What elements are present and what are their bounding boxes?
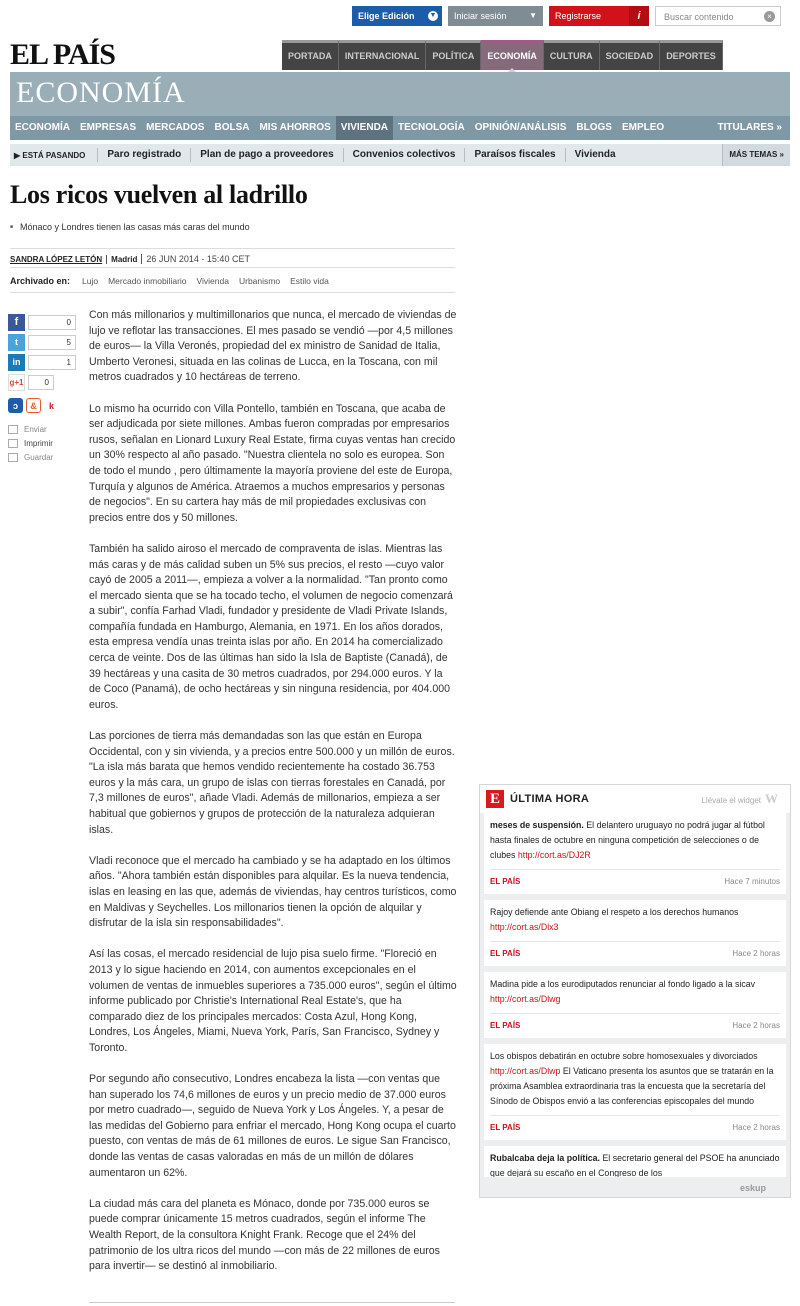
linkedin-count: 1	[28, 355, 76, 370]
card-text: Rajoy defiende ante Obiang el respeto a los derechos humanos	[490, 907, 739, 917]
tag-link[interactable]: Urbanismo	[238, 276, 281, 286]
card-text: El secretario general del PSOE ha anunciado que dejará su escaño en el Congreso de los	[490, 1153, 780, 1177]
paragraph: Por segundo año consecutivo, Londres encabeza la lista —con ventas que han superado los 74,6 millones de euros y un precio medio de 37.000 euros por metro cuadrado—, seguido de Nueva York y Los Ángeles. Y, a pesar de las medidas del Gobierno para enfriar el mercado, Hong Kong ocupa el cuarto puesto, con ventas de más de 61 millones de euros. Le sigue San Francisco, donde las ventas de casas valoradas en más de un millón de dólares aumentaron un 62%.	[89, 1073, 456, 1179]
register-label: Registrarse	[555, 11, 602, 21]
subnav-empleo[interactable]: EMPLEO	[621, 122, 665, 133]
bottom-divider	[89, 1302, 455, 1303]
widget-title: ÚLTIMA HORA	[510, 793, 590, 805]
ultima-hora-widget	[479, 784, 791, 1198]
news-card[interactable]	[484, 972, 786, 1038]
widget-promo-label: Llévate el widget	[701, 796, 761, 805]
chevron-down-icon: ▼	[429, 12, 437, 19]
section-subnav	[10, 116, 790, 140]
googleplus-share[interactable]	[8, 372, 78, 392]
tag-link[interactable]: Mercado inmobiliario	[108, 276, 187, 286]
trending-lead: ▶ ESTÁ PASANDO	[14, 150, 86, 160]
byline	[10, 248, 455, 268]
more-topics-link[interactable]: MÁS TEMAS »	[722, 144, 790, 166]
article-headline: Los ricos vuelven al ladrillo	[10, 180, 308, 209]
subnav-mercados[interactable]: MERCADOS	[146, 122, 205, 133]
search-input[interactable]	[655, 6, 781, 26]
paragraph: Las porciones de tierra más demandadas son las que están en Europa Occidental, con y sin vivienda, y a precios entre 500.000 y un millón de euros. "La isla más barata que hemos vendido recientemente ha costado 36.753 euros y la más cara, un grupo de islas con tierras forestales en Canadá, por 7,3 millones de euros", añade Vladi. Además de millonarios, empieza a ser habitual que gobiernos y grupos de protección de la naturaleza adquieran islas.	[89, 730, 455, 836]
w-logo-icon: W	[765, 791, 778, 806]
printer-icon	[8, 439, 18, 448]
tuenti-icon[interactable]: ↄ	[8, 398, 23, 413]
info-icon[interactable]: i	[629, 6, 649, 26]
login-button[interactable]	[448, 6, 543, 26]
nav-sociedad[interactable]: SOCIEDAD	[600, 40, 661, 70]
publish-date: 26 JUN 2014 - 15:40 CET	[141, 254, 250, 264]
section-title[interactable]: ECONOMÍA	[16, 76, 186, 109]
card-source[interactable]: EL PAÍS	[490, 1021, 521, 1030]
edition-label: Elige Edición	[358, 11, 415, 21]
twitter-share[interactable]	[8, 332, 78, 352]
paragraph: Así las cosas, el mercado residencial de lujo pisa suelo firme. "Floreció en 2013 y lo sigue haciendo en 2014, con aumentos excepcionales en el volumen de ventas de inmuebles superiores a 735.000 euros", según el último informe publicado por Christie's International Real Estate's, que ha comparado diez de los principales mercados: Costa Azul, Hong Kong, Londres, Los Ángeles, Miami, Nueva York, París, San Francisco, Sydney y Toronto.	[89, 948, 457, 1054]
article-body	[89, 308, 457, 1290]
paragraph: También ha salido airoso el mercado de compraventa de islas. Mientras las más caras y de más calidad suben un 5% sus precios, el resto —cuyo valor cayó de 2005 a 2011—, empieza a volver a la normalidad. "Tan pronto como el mercado sienta que se ha tocado techo, el volumen de negocio comenzará a subir", confía Farhad Vladi, fundador y presidente de Vladi Private Islands, compañía fundada en Hamburgo, Alemania, en 1971. En los años dorados, esta empresa vendía unas treinta islas por año. En 2014 ha comercializado cerca de veinte. Dos de las últimas han sido la Isla de Baptiste (Canadá), de 39 hectáreas y una casita de 30 metros cuadrados, por 294.000 euros. Y la de Coco (Panamá), de ocho hectáreas y sin ninguna residencia, por 404.000 euros.	[89, 542, 453, 711]
main-nav	[282, 40, 723, 70]
print-label: Imprimir	[24, 439, 53, 448]
card-source[interactable]: EL PAÍS	[490, 1123, 521, 1132]
twitter-icon[interactable]: t	[8, 334, 25, 351]
subnav-opinion[interactable]: OPINIÓN/ANÁLISIS	[474, 122, 567, 133]
subnav-tecnologia[interactable]: TECNOLOGÍA	[398, 122, 465, 133]
card-meta	[490, 1115, 780, 1135]
social-mini-icons	[8, 398, 78, 413]
paragraph: La ciudad más cara del planeta es Mónaco, donde por 735.000 euros se puede comprar únicamente 15 metros cuadrados, según el informe The Wealth Report, de la consultora Knight Frank. Recoge que el 24% del patrimonio de los ultra ricos del mundo —con más de 22 millones de euros para invertir— se destinó al inmobiliario.	[89, 1197, 440, 1273]
card-text: Madina pide a los eurodiputados renunciar al fondo ligado a la sicav	[490, 979, 756, 989]
twitter-count: 5	[28, 335, 76, 350]
trending-item[interactable]: Convenios colectivos	[343, 148, 465, 162]
card-bold: meses de suspensión.	[490, 820, 584, 830]
bookmark-icon	[8, 453, 18, 462]
subnav-empresas[interactable]: EMPRESAS	[80, 122, 137, 133]
dateline-city: Madrid	[106, 255, 137, 264]
search-placeholder: Buscar contenido	[664, 12, 734, 22]
card-text: Los obispos debatirán en octubre sobre homosexuales y divorciados	[490, 1051, 758, 1061]
email-label: Enviar	[24, 425, 47, 434]
trending-item[interactable]: Plan de pago a proveedores	[190, 148, 342, 162]
nav-economia[interactable]	[481, 40, 544, 70]
trending-item[interactable]: Paraísos fiscales	[464, 148, 564, 162]
site-logo[interactable]: EL PAÍS	[10, 38, 115, 71]
clear-search-icon[interactable]: ×	[764, 11, 775, 22]
subnav-bolsa[interactable]: BOLSA	[214, 122, 250, 133]
eskup-icon[interactable]: k	[48, 400, 54, 411]
utility-bar	[352, 6, 781, 26]
tag-link[interactable]: Lujo	[82, 276, 99, 286]
card-source[interactable]: EL PAÍS	[490, 877, 521, 886]
paragraph: Lo mismo ha ocurrido con Villa Pontello, también en Toscana, que acaba de ser adjudicada por siete millones. Ambas fueron compradas por empresarios rusos, señalan en Lionard Luxury Real Estate, firma cuyas ventas han crecido un 30% respecto al año pasado. "Nuestra clientela no solo es europea. Son de todo el mundo , pero últimamente la mayoría proviene del este de Europa, Turquía y algunos de América. Atraemos a muchos empresarios y personas de negocios". En su cartera hay más de mil propiedades exclusivas con precios entre dos y 50 millones.	[89, 402, 456, 524]
subnav-titulares[interactable]: TITULARES »	[717, 122, 782, 133]
nav-deportes[interactable]: DEPORTES	[660, 40, 723, 70]
archived-label: Archivado en:	[10, 276, 71, 286]
menéame-icon[interactable]: &	[26, 398, 41, 413]
nav-cultura[interactable]: CULTURA	[544, 40, 600, 70]
card-time: Hace 2 horas	[732, 1021, 780, 1030]
card-link[interactable]: http://cort.as/DJ2R	[517, 850, 591, 860]
subnav-economia[interactable]: ECONOMÍA	[15, 122, 70, 133]
trending-item[interactable]: Paro registrado	[97, 148, 190, 162]
widget-header	[480, 785, 790, 813]
card-link[interactable]: http://cort.as/Dlwg	[490, 994, 561, 1004]
eskup-logo[interactable]: eskup	[739, 1183, 766, 1193]
card-text: El delantero uruguayo no podrá jugar al fútbol hasta finales de octubre en ninguna competición de selecciones o de clubes	[490, 820, 765, 860]
edition-selector[interactable]	[352, 6, 442, 26]
article-subtitle: ■ Mónaco y Londres tienen las casas más caras del mundo	[20, 222, 250, 232]
card-meta	[490, 1013, 780, 1033]
facebook-share[interactable]	[8, 312, 78, 332]
card-meta	[490, 941, 780, 961]
linkedin-share[interactable]	[8, 352, 78, 372]
nav-portada[interactable]: PORTADA	[282, 40, 339, 70]
save-button[interactable]	[8, 453, 78, 462]
subnav-mis-ahorros[interactable]: MIS AHORROS	[259, 122, 331, 133]
card-tail: El Vaticano presenta los asuntos que se tratarán en la próxima Asamblea extraordinaria tras la encuesta que la secretaría del Sínodo de Obispos envió a las conferencias episcopales del mundo	[490, 1066, 774, 1106]
paragraph: Vladi reconoce que el mercado ha cambiado y se ha adaptado en los últimos años. "Ahora también están disponibles para alquilar. Es la nueva tendencia, islas en leasing en las que, además de viviendas, hay centros turísticos, como en Maldivas y Seychelles. Los millonarios tienen la opción de alquilar y disfrutar de la isla sin responsabilidades".	[89, 854, 457, 930]
googleplus-count: 0	[28, 375, 54, 390]
card-time: Hace 7 minutos	[724, 877, 780, 886]
caret-down-icon: ▼	[529, 11, 537, 20]
subnav-vivienda[interactable]: VIVIENDA	[336, 116, 393, 140]
widget-promo-link[interactable]	[701, 791, 790, 807]
card-source[interactable]: EL PAÍS	[490, 949, 521, 958]
news-card[interactable]	[484, 1044, 786, 1140]
card-link[interactable]: http://cort.as/Dlwp	[490, 1066, 561, 1076]
card-meta	[490, 869, 780, 889]
linkedin-icon[interactable]: in	[8, 354, 25, 371]
facebook-count: 0	[28, 315, 76, 330]
save-label: Guardar	[24, 453, 54, 462]
register-button[interactable]	[549, 6, 649, 26]
print-button[interactable]	[8, 439, 78, 448]
email-button[interactable]	[8, 425, 78, 434]
share-column	[8, 312, 78, 462]
news-card[interactable]	[484, 900, 786, 966]
card-bold: Rubalcaba deja la política.	[490, 1153, 600, 1163]
nav-politica[interactable]: POLÍTICA	[426, 40, 481, 70]
trending-item[interactable]: Vivienda	[565, 148, 625, 162]
news-feed[interactable]	[484, 813, 786, 1177]
card-time: Hace 2 horas	[732, 949, 780, 958]
news-card[interactable]	[484, 1146, 786, 1177]
news-card[interactable]	[484, 813, 786, 894]
login-label: Iniciar sesión	[454, 11, 507, 21]
tag-link[interactable]: Estilo vida	[290, 276, 329, 286]
author-link[interactable]: SANDRA LÓPEZ LETÓN	[10, 255, 103, 264]
google-plus-icon[interactable]: g+1	[8, 374, 25, 391]
facebook-icon[interactable]: f	[8, 314, 25, 331]
section-header	[10, 72, 790, 116]
trending-bar	[10, 144, 790, 166]
tag-link[interactable]: Vivienda	[196, 276, 229, 286]
card-link[interactable]: http://cort.as/Dlx3	[490, 922, 559, 932]
el-pais-e-icon: E	[486, 790, 504, 808]
nav-economia-label: ECONOMÍA	[487, 51, 537, 61]
envelope-icon	[8, 425, 18, 434]
nav-internacional[interactable]: INTERNACIONAL	[339, 40, 427, 70]
archived-tags	[10, 270, 455, 293]
card-time: Hace 2 horas	[732, 1123, 780, 1132]
paragraph: Con más millonarios y multimillonarios que nunca, el mercado de viviendas de lujo ve reflotar las transacciones. El mes pasado se vendió —por 4,5 millones de euros— la Villa Veronés, propiedad del ex ministro de Sanidad de Italia, Umberto Veronesi, situada en las colinas de Lucca, en la Toscana, con mil metros cuadrados y 10 hectáreas de terreno.	[89, 309, 457, 384]
subnav-blogs[interactable]: BLOGS	[576, 122, 612, 133]
